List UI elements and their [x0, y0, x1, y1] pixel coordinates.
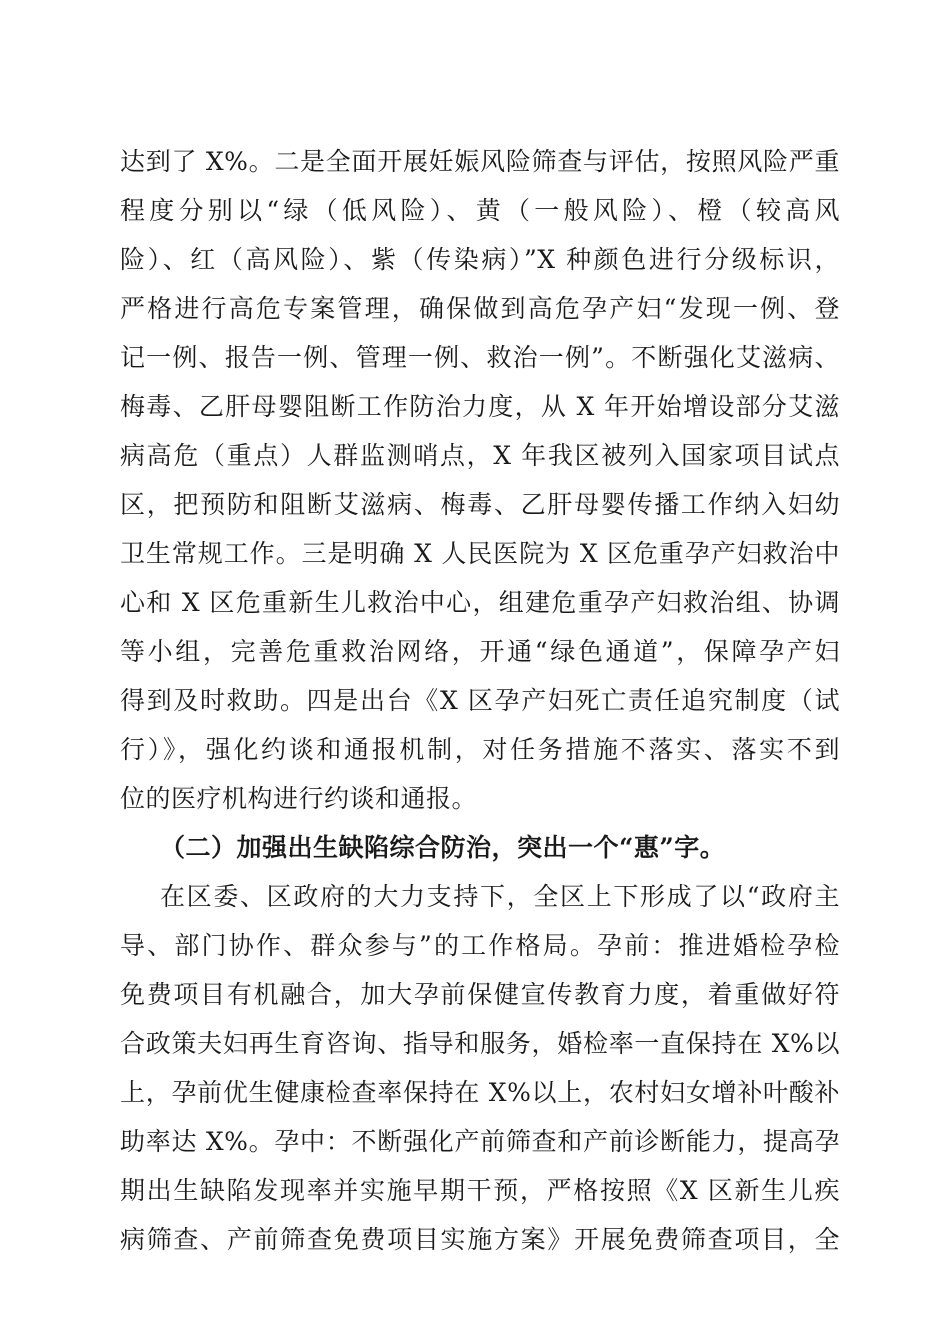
paragraph-line: 达到了 X%。二是全面开展妊娠风险筛查与评估，按照风险严重 [120, 147, 840, 176]
paragraph-line: 上，孕前优生健康检查率保持在 X%以上，农村妇女增补叶酸补 [120, 1078, 840, 1107]
paragraph-line: 严格进行高危专案管理，确保做到高危孕产妇“发现一例、登 [120, 294, 840, 323]
paragraph-line: 得到及时救助。四是出台《X 区孕产妇死亡责任追究制度（试 [120, 686, 840, 715]
paragraph-line: 记一例、报告一例、管理一例、救治一例”。不断强化艾滋病、 [120, 343, 840, 372]
paragraph-line: 卫生常规工作。三是明确 X 人民医院为 X 区危重孕产妇救治中 [120, 539, 840, 568]
paragraph-line: 导、部门协作、群众参与”的工作格局。孕前：推进婚检孕检 [120, 931, 840, 960]
paragraph-line: 程度分别以“绿（低风险）、黄（一般风险）、橙（较高风 [120, 196, 840, 225]
paragraph-line: 等小组，完善危重救治网络，开通“绿色通道”，保障孕产妇 [120, 637, 840, 666]
paragraph-line: 梅毒、乙肝母婴阻断工作防治力度，从 X 年开始增设部分艾滋 [120, 392, 840, 421]
paragraph-line: 病筛查、产前筛查免费项目实施方案》开展免费筛查项目，全 [120, 1225, 840, 1254]
section-heading: （二）加强出生缺陷综合防治，突出一个“惠”字。 [160, 833, 726, 862]
paragraph-line: 免费项目有机融合，加大孕前保健宣传教育力度，着重做好符 [120, 980, 840, 1009]
paragraph-line: 助率达 X%。孕中：不断强化产前筛查和产前诊断能力，提高孕 [120, 1127, 840, 1156]
paragraph-line: 区，把预防和阻断艾滋病、梅毒、乙肝母婴传播工作纳入妇幼 [120, 490, 840, 519]
paragraph-line: 病高危（重点）人群监测哨点，X 年我区被列入国家项目试点 [120, 441, 840, 470]
paragraph-line: 位的医疗机构进行约谈和通报。 [120, 784, 478, 813]
paragraph-line: 行）》，强化约谈和通报机制，对任务措施不落实、落实不到 [120, 735, 840, 764]
paragraph-line: 心和 X 区危重新生儿救治中心，组建危重孕产妇救治组、协调 [120, 588, 840, 617]
paragraph-line: 期出生缺陷发现率并实施早期干预，严格按照《X 区新生儿疾 [120, 1176, 840, 1205]
paragraph-line: 合政策夫妇再生育咨询、指导和服务，婚检率一直保持在 X%以 [120, 1029, 840, 1058]
paragraph-line: 险）、红（高风险）、紫（传染病）”X 种颜色进行分级标识， [120, 245, 840, 274]
paragraph-line: 在区委、区政府的大力支持下，全区上下形成了以“政府主 [160, 882, 840, 911]
